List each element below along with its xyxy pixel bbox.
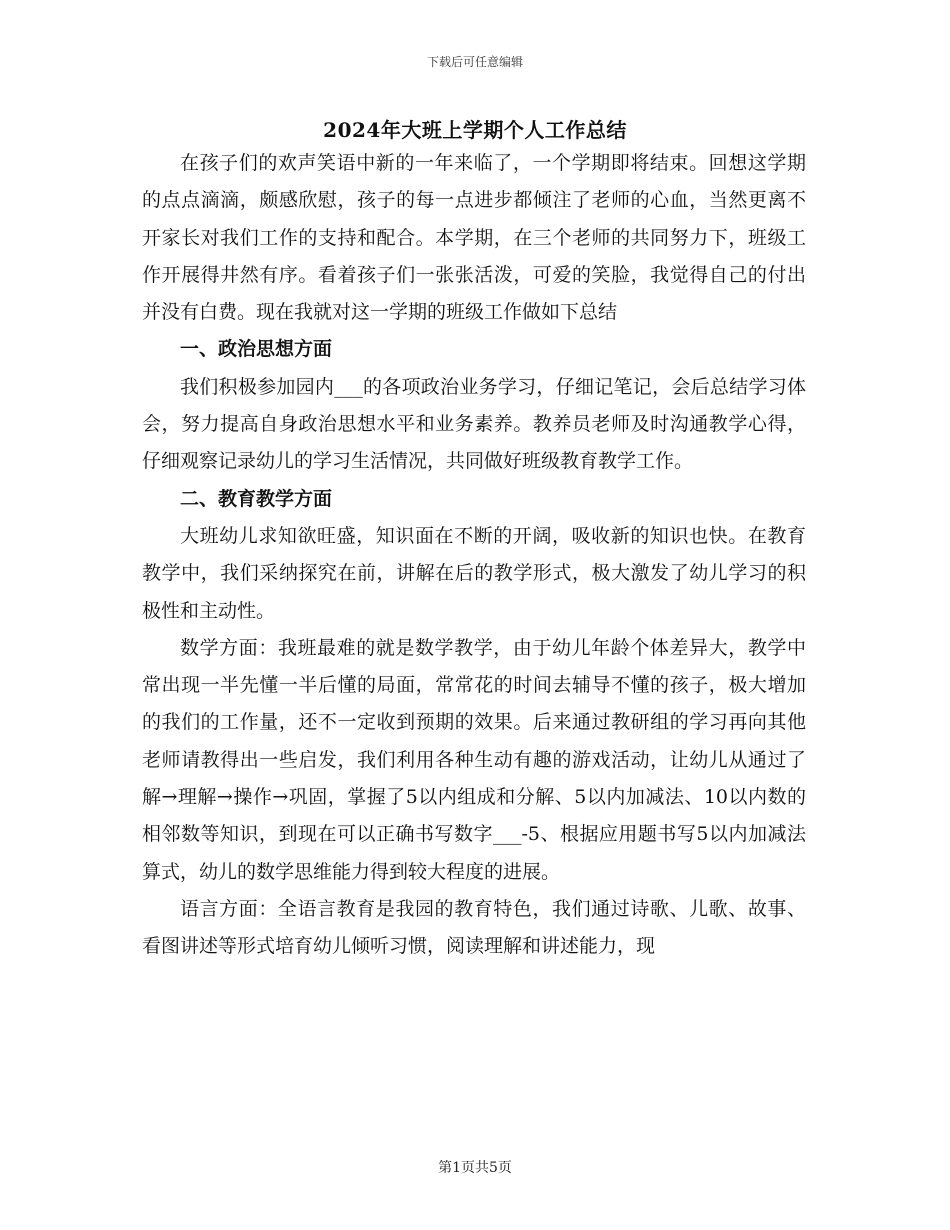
section2-heading: 二、教育教学方面: [180, 487, 333, 510]
document-title: 2024年大班上学期个人工作总结: [323, 118, 627, 142]
language-paragraph: 语言方面：全语言教育是我园的教育特色，我们通过诗歌、儿歌、故事、看图讲述等形式培育幼儿倾听习惯，阅读理解和讲述能力，现: [142, 897, 806, 958]
page-number: 第1页共5页: [438, 1160, 512, 1176]
intro-paragraph: 在孩子们的欢声笑语中新的一年来临了，一个学期即将结束。回想这学期的点点滴滴，颇感欣慰，孩子的每一点进步都倾注了老师的心血，当然更离不开家长对我们工作的支持和配合。本学期，在三个老师的共同努力下，班级工作开展得井然有序。看着孩子们一张张活泼，可爱的笑脸，我觉得自己的付出并没有白费。现在我就对这一学期的班级工作做如下总结: [142, 152, 806, 324]
page-header-note: 下载后可任意编辑: [426, 55, 523, 69]
section1-heading: 一、政治思想方面: [180, 338, 333, 361]
section1-paragraph: 我们积极参加园内___的各项政治业务学习，仔细记笔记，会后总结学习体会，努力提高自身政治思想水平和业务素养。教养员老师及时沟通教学心得，仔细观察记录幼儿的学习生活情况，共同做好班级教育教学工作。: [142, 375, 806, 473]
math-paragraph: 数学方面：我班最难的就是数学教学，由于幼儿年龄个体差异大，教学中常出现一半先懂一半后懂的局面，常常花的时间去辅导不懂的孩子，极大增加的我们的工作量，还不一定收到预期的效果。后来通过教研组的学习再向其他老师请教得出一些启发，我们利用各种生动有趣的游戏活动，让幼儿从通过了解→理解→操作→巩固，掌握了5以内组成和分解、5以内加减法、10以内数的相邻数等知识，到现在可以正确书写数字___-5、根据应用题书写5以内加减法算式，幼儿的数学思维能力得到较大程度的进展。: [142, 636, 806, 883]
document-body: [142, 145, 806, 966]
section2-paragraph: 大班幼儿求知欲旺盛，知识面在不断的开阔，吸收新的知识也快。在教育教学中，我们采纳探究在前，讲解在后的教学形式，极大激发了幼儿学习的积极性和主动性。: [142, 524, 806, 622]
